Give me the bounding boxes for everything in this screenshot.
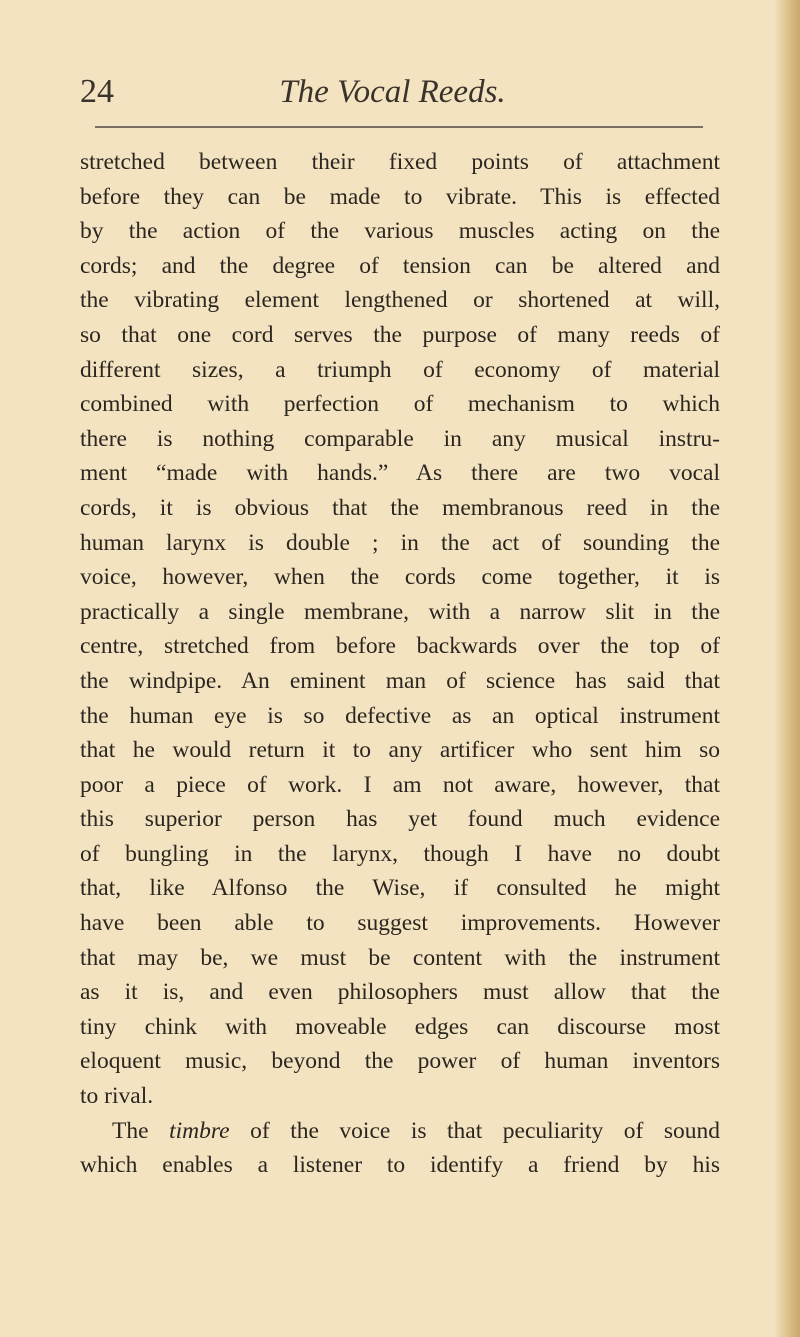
paragraph-2-lead: The <box>112 1117 149 1144</box>
text-line: to rival. <box>80 1083 154 1110</box>
text-line: as it is, and even philosophers must allow that the <box>80 979 720 1006</box>
text-line: ment “made with hands.” As there are two vocal <box>80 460 720 487</box>
text-line: have been able to suggest improvements. However <box>80 910 720 937</box>
text-line: practically a single membrane, with a narrow slit in the <box>80 598 720 625</box>
text-line: voice, however, when the cords come together, it is <box>80 564 720 591</box>
text-line: tiny chink with moveable edges can discourse most <box>80 1013 720 1040</box>
text-line: eloquent music, beyond the power of human inventors <box>80 1048 720 1075</box>
text-line: cords; and the degree of tension can be altered and <box>80 252 720 279</box>
text-line: there is nothing comparable in any musical instru- <box>80 425 720 452</box>
text-line: centre, stretched from before backwards over the top of <box>80 633 720 660</box>
text-line: the human eye is so defective as an optical instrument <box>80 702 720 729</box>
text-line: that he would return it to any artificer who sent him so <box>80 737 720 764</box>
text-line: so that one cord serves the purpose of many reeds of <box>80 321 720 348</box>
text-line: of bungling in the larynx, though I have no doubt <box>80 840 720 867</box>
header-rule <box>95 126 703 128</box>
text-line: different sizes, a triumph of economy of material <box>80 356 720 383</box>
text-line: by the action of the various muscles acting on the <box>80 218 720 245</box>
text-line: stretched between their fixed points of attachment <box>80 149 720 175</box>
text-line: which enables a listener to identify a friend by his <box>80 1152 720 1179</box>
text-line: the vibrating element lengthened or shortened at will, <box>80 287 720 314</box>
paragraph-2-rest: of the voice is that peculiarity of sound <box>250 1117 721 1144</box>
text-line: the windpipe. An eminent man of science has said that <box>80 667 720 694</box>
running-title: The Vocal Reeds. <box>279 74 506 110</box>
text-line: this superior person has yet found much evidence <box>80 806 720 833</box>
text-line: before they can be made to vibrate. This is effected <box>80 183 720 210</box>
text-line: cords, it is obvious that the membranous reed in the <box>80 494 720 521</box>
text-line: that may be, we must be content with the instrument <box>80 944 720 971</box>
italic-term-timbre: timbre <box>169 1117 230 1144</box>
paragraph-2-first-line <box>80 1114 720 1149</box>
page-header <box>80 72 705 112</box>
body-text <box>80 145 720 1183</box>
text-line: human larynx is double ; in the act of sounding the <box>80 529 720 556</box>
text-line: combined with perfection of mechanism to which <box>80 391 720 418</box>
page-edge-shadow <box>774 0 800 1337</box>
text-line: that, like Alfonso the Wise, if consulted he might <box>80 875 720 902</box>
text-line: poor a piece of work. I am not aware, however, that <box>80 771 720 798</box>
page-number: 24 <box>80 73 114 110</box>
